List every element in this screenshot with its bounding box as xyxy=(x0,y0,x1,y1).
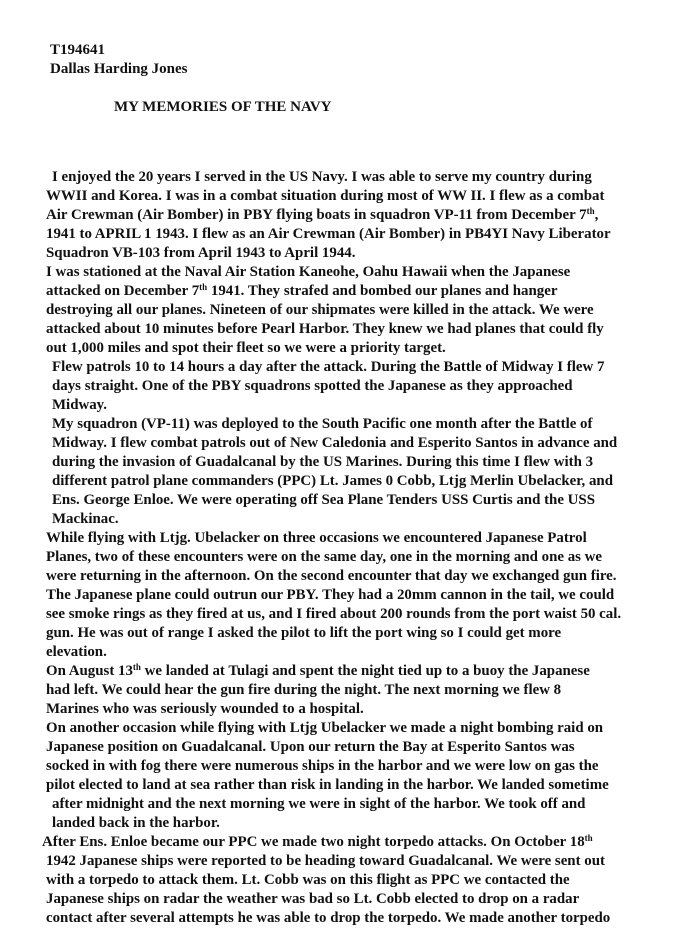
text-line: Flew patrols 10 to 14 hours a day after the attack. During the Battle of Midway I flew 7 xyxy=(52,359,605,375)
ordinal-suffix: th xyxy=(199,282,208,292)
text-line: Midway. xyxy=(52,397,108,413)
text-line: On August 13th we landed at Tulagi and spent the night tied up to a buoy the Japanese xyxy=(46,662,590,679)
memoir-body xyxy=(42,168,686,928)
text-line: Japanese position on Guadalcanal. Upon our return the Bay at Esperito Santos was xyxy=(46,739,575,755)
text-line: I was stationed at the Naval Air Station Kaneohe, Oahu Hawaii when the Japanese xyxy=(46,264,571,280)
text-line: out 1,000 miles and spot their fleet so we were a priority target. xyxy=(46,340,446,356)
text-line: After Ens. Enloe became our PPC we made two night torpedo attacks. On October 18th xyxy=(42,833,593,850)
text-line: Midway. I flew combat patrols out of New Caledonia and Esperito Santos in advance and xyxy=(52,435,618,451)
text-line: attacked about 10 minutes before Pearl Harbor. They knew we had planes that could fly xyxy=(46,321,604,337)
text-line: with a torpedo to attack them. Lt. Cobb was on this flight as PPC we contacted the xyxy=(46,872,570,888)
text-line: elevation. xyxy=(46,644,107,660)
text-line: different patrol plane commanders (PPC) Lt. James 0 Cobb, Ltjg Merlin Ubelacker, and xyxy=(52,473,613,489)
text-line: see smoke rings as they fired at us, and I fired about 200 rounds from the port waist 50 cal. xyxy=(46,606,622,622)
text-line: after midnight and the next morning we were in sight of the harbor. We took off and xyxy=(52,796,586,812)
text-line: My squadron (VP-11) was deployed to the South Pacific one month after the Battle of xyxy=(52,416,593,432)
text-line: attacked on December 7th 1941. They strafed and bombed our planes and hanger xyxy=(46,282,558,299)
text-line: landed back in the harbor. xyxy=(52,815,220,831)
ordinal-suffix: th xyxy=(586,206,595,216)
text-line: Japanese ships on radar the weather was bad so Lt. Cobb elected to drop on a radar xyxy=(46,891,580,907)
text-line: While flying with Ltjg. Ubelacker on three occasions we encountered Japanese Patrol xyxy=(46,530,587,546)
document-title: MY MEMORIES OF THE NAVY xyxy=(114,99,332,115)
text-line: 1942 Japanese ships were reported to be heading toward Guadalcanal. We were sent out xyxy=(46,853,605,869)
text-line: days straight. One of the PBY squadrons spotted the Japanese as they approached xyxy=(52,378,573,394)
text-line: Planes, two of these encounters were on the same day, one in the morning and one as we xyxy=(46,549,603,565)
text-line: 1941 to APRIL 1 1943. I flew as an Air Crewman (Air Bomber) in PB4YI Navy Liberator xyxy=(46,226,611,242)
text-line: The Japanese plane could outrun our PBY. They had a 20mm cannon in the tail, we could xyxy=(46,587,615,603)
text-line: during the invasion of Guadalcanal by the US Marines. During this time I flew with 3 xyxy=(52,454,594,470)
text-line: Mackinac. xyxy=(52,511,119,527)
text-line: socked in with fog there were numerous ships in the harbor and we were low on gas the xyxy=(46,758,599,774)
text-line: gun. He was out of range I asked the pilot to lift the port wing so I could get more xyxy=(46,625,562,641)
text-line: had left. We could hear the gun fire during the night. The next morning we flew 8 xyxy=(46,682,562,698)
text-line: WWII and Korea. I was in a combat situation during most of WW II. I flew as a combat xyxy=(46,188,605,204)
document-id: T194641 xyxy=(50,42,106,58)
text-line: pilot elected to land at sea rather than risk in landing in the harbor. We landed sometime xyxy=(46,777,609,793)
text-line: Marines who was seriously wounded to a hospital. xyxy=(46,701,364,717)
author-name: Dallas Harding Jones xyxy=(50,61,188,77)
text-line: contact after several attempts he was able to drop the torpedo. We made another torpedo xyxy=(46,910,611,926)
text-line: were returning in the afternoon. On the second encounter that day we exchanged gun fire. xyxy=(46,568,617,584)
text-line: Ens. George Enloe. We were operating off Sea Plane Tenders USS Curtis and the USS xyxy=(52,492,595,508)
text-line: destroying all our planes. Nineteen of our shipmates were killed in the attack. We were xyxy=(46,302,594,318)
text-line: On another occasion while flying with Ltjg Ubelacker we made a night bombing raid on xyxy=(46,720,604,736)
text-line: Squadron VB-103 from April 1943 to April 1944. xyxy=(46,245,356,261)
ordinal-suffix: th xyxy=(132,662,141,672)
ordinal-suffix: th xyxy=(584,833,593,843)
text-line: Air Crewman (Air Bomber) in PBY flying boats in squadron VP-11 from December 7th, xyxy=(46,206,599,223)
text-line: I enjoyed the 20 years I served in the US Navy. I was able to serve my country during xyxy=(52,169,592,185)
